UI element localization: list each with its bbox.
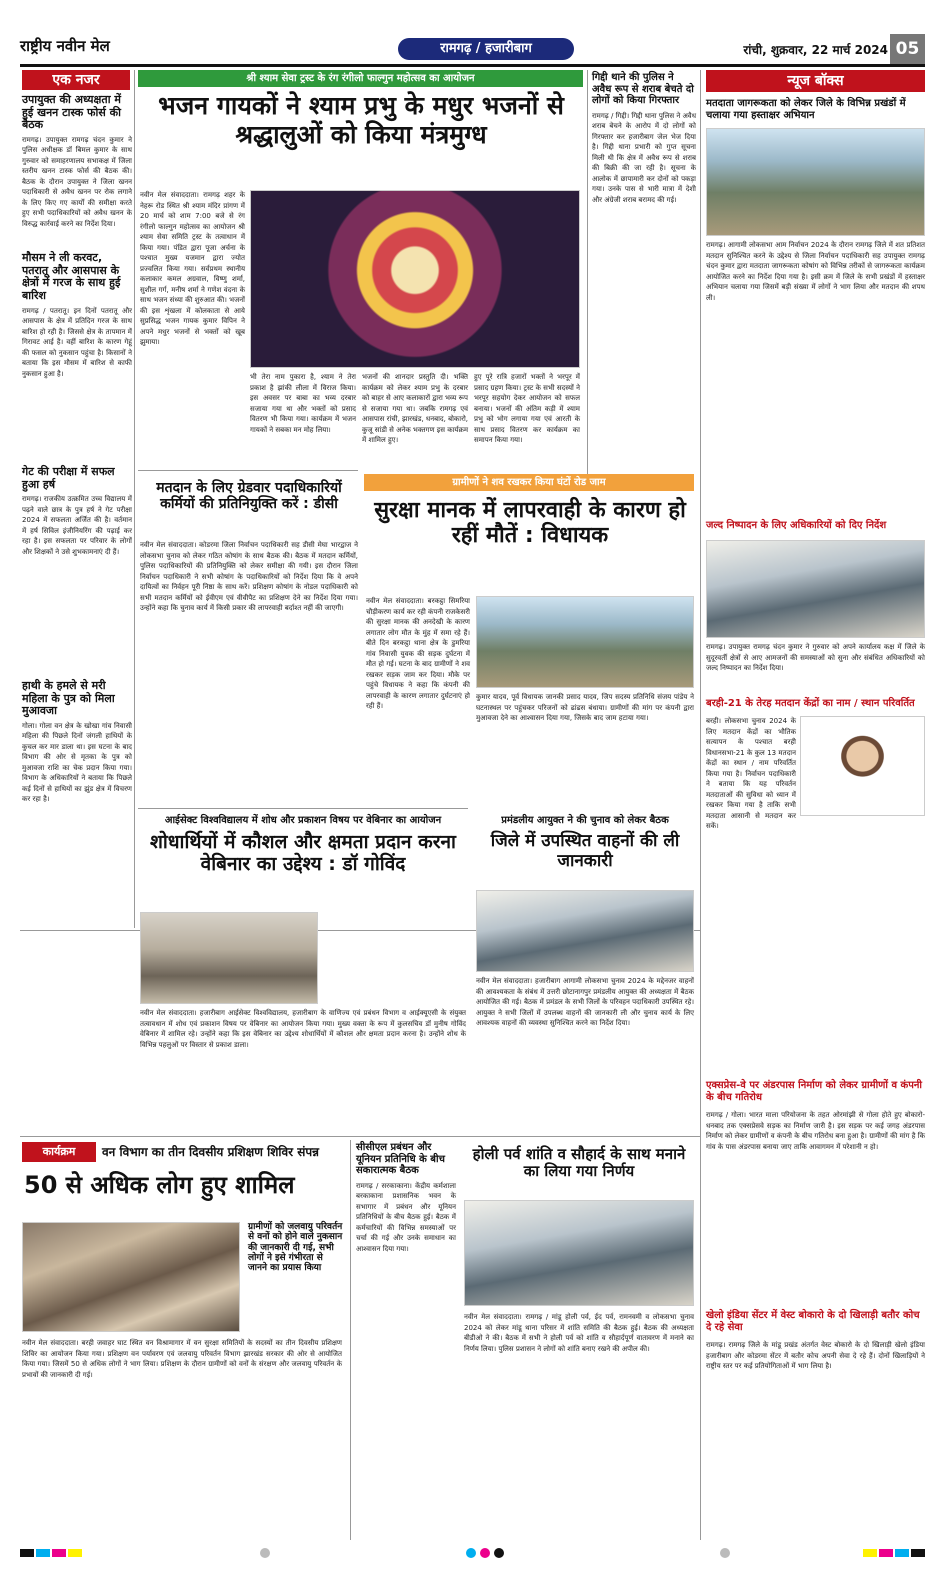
story-pullquote: ग्रामीणों को जलवायु परिवर्तन से वनों को होने वाले नुकसान की जानकारी दी गई, सभी लोगों ने इसे गंभीरता से जानने का प्रयास किया (248, 1222, 343, 1274)
story-strip: श्री श्याम सेवा ट्रस्ट के रंग रंगीलो फाल्गुन महोत्सव का आयोजन (138, 70, 583, 87)
story-body: रामगढ़। आगामी लोकसभा आम निर्वाचन 2024 के दौरान रामगढ़ जिले में शत प्रतिशत मतदान सुनिश्चित करने के उद्देश्य से जिला निर्वाचन पदाधिकारी सह उपायुक्त रामगढ़ चंदन कुमार द्वारा मतदाता जागरूकता कोषांग को विभिन्न तरीकों से जागरूकता कार्यक्रम आयोजित करने का निर्देश दिया गया है। इसी क्रम में जिले के सभी प्रखंडों में हस्ताक्षर अभियान चलाया गया जिसमें बड़ी संख्या में लोगों ने भाग लिया और मतदान की शपथ ली। (706, 241, 925, 302)
story-photo (250, 190, 580, 368)
section-news-box: न्यूज बॉक्स (706, 70, 925, 92)
story-headline: 50 से अधिक लोग हुए शामिल (24, 1171, 295, 1199)
brief-headline: गेट की परीक्षा में सफल हुआ हर्ष (22, 465, 115, 491)
divider (350, 1140, 351, 1540)
brief-body: रामगढ़। राजकीय उत्क्रमित उच्च विद्यालय में पढ़ने वाले छात्र के पुत्र हर्ष ने गेट परीक्षा 2024 में सफलता अर्जित की है। वर्तमान में हर्ष सिविल इंजीनियरिंग की पढ़ाई कर रहा है। इस सफलता पर परिवार के लोगों और शिक्षकों ने उसे शुभकामनाएं दी हैं। (22, 495, 132, 556)
story-photo (476, 890, 694, 972)
newspaper-brand: राष्ट्रीय नवीन मेल (20, 37, 110, 55)
story-body: हुए पूरे रात्रि हजारों भक्तों ने भरपूर में प्रसाद ग्रहण किया। ट्रस्ट के सभी सदस्यों ने भरपूर सहयोग देकर आयोजन को सफल बनाया। भजनों की अंतिम कड़ी में श्याम प्रभु को भोग लगाया गया एवं आरती के साथ प्रसाद वितरण कर कार्यक्रम का समापन किया गया। (474, 373, 580, 444)
registration-mark (494, 1548, 504, 1558)
registration-mark (36, 1549, 50, 1557)
edition-date: रांची, शुक्रवार, 22 मार्च 2024 (743, 43, 888, 57)
police-story (592, 72, 696, 441)
story-strip: प्रमंडलीय आयुक्त ने की चुनाव को लेकर बैठक (501, 815, 669, 826)
brief-body: रामगढ़। उपायुक्त रामगढ़ चंदन कुमार ने पुलिस अधीक्षक डॉ बिमल कुमार के साथ गुरुवार को समाहरणालय सभाकक्ष में जिला स्तरीय खनन टास्क फोर्स की बैठक की। बैठक के दौरान उपायुक्त ने जिला खनन पदाधिकारी से अवैध खनन पर रोक लगाने के लिए किए गए कार्यों की समीक्षा करते हुए सभी पदाधिकारियों को अवैध खनन के विरुद्ध कार्रवाई करने का निर्देश दिया। (22, 135, 132, 228)
story-body: रामगढ़। रामगढ़ जिले के मांडू प्रखंड अंतर्गत वेस्ट बोकारो के दो खिलाड़ी खेलो इंडिया हजारीबाग और कोडरमा सेंटर में बतौर कोच अपनी सेवा दे रहे हैं। दोनों खिलाड़ियों ने राष्ट्रीय स्तर पर कई प्रतियोगिताओं में भाग लिया है। (706, 1341, 925, 1370)
brief-mining (22, 94, 132, 241)
story-body: भी तेरा नाम पुकारा है, श्याम ने तेरा प्रकाश है झांकी लीला में विराज किया। इस अवसर पर बाबा का भव्य दरबार सजाया गया था और भक्तों को प्रसाद वितरण भी किया गया। कार्यक्रम में भजन गायकों ने सबका मन मोह लिया। (250, 373, 356, 434)
registration-mark (260, 1548, 270, 1558)
divider (587, 70, 588, 490)
registration-mark (466, 1548, 476, 1558)
story-body: नवीन मेल संवाददाता। रामगढ़ शहर के नेहरू रोड स्थित श्री श्याम मंदिर प्रांगण में 20 मार्च को शाम 7:00 बजे से रंग रंगीलो फाल्गुन महोत्सव का आयोजन श्री श्याम सेवा समिति ट्रस्ट के तत्वाधान में किया गया। पंडित द्वारा पूजा अर्चना के पश्चात मुख्य यजमान द्वारा ज्योत प्रज्वलित किया गया। सर्वप्रथम स्थानीय कलाकार कमल अग्रवाल, विष्णु शर्मा, सुशील गर्ग, मनीष शर्मा ने गणेश वंदना के साथ भजन संध्या की शुरुआत की। भजनों की इस शृंखला में कोलकाता से आये सुप्रसिद्ध भजन गायक कुमार विपिन ने अपने मधुर भजनों से भक्तों को खूब झुमाया। (140, 191, 245, 346)
story-photo (706, 128, 925, 236)
brief-elephant (22, 680, 132, 901)
registration-mark (68, 1549, 82, 1557)
story-strip: आईसेक्ट विश्वविद्यालय में शोध और प्रकाशन विषय पर वेबिनार का आयोजन (164, 815, 442, 826)
divider (134, 70, 135, 928)
story-strip: वन विभाग का तीन दिवसीय प्रशिक्षण शिविर संपन्न (102, 1145, 320, 1159)
story-headline: एक्सप्रेस-वे पर अंडरपास निर्माण को लेकर ग्रामीणों व कंपनी के बीच गतिरोध (706, 1080, 923, 1103)
edition-city: रामगढ़ / हजारीबाग (398, 38, 574, 60)
story-body: नवीन मेल संवाददाता। बरही जवाहर घाट स्थित वन विश्रामागार में वन सुरक्षा समितियों के सदस्यों का तीन दिवसीय प्रशिक्षण शिविर का आयोजन किया गया। प्रशिक्षण वन पर्यावरण एवं जलवायु परिवर्तन विभाग झारखंड सरकार की ओर से आयोजित किया गया। जिसमें 50 से अधिक लोगों ने भाग लिया। प्रशिक्षण के दौरान ग्रामीणों को वनों के संरक्षण और जलवायु परिवर्तन के प्रभावों की जानकारी दी गई। (22, 1339, 342, 1379)
brief-headline: हाथी के हमले से मरी महिला के पुत्र को मिला मुआवजा (22, 679, 115, 718)
story-photo (140, 912, 318, 1004)
story-headline: शोधार्थियों में कौशल और क्षमता प्रदान करना वेबिनार का उद्देश्य : डॉ गोविंद (150, 831, 456, 875)
brief-weather (22, 252, 132, 456)
story-headline: गिद्दी थाने की पुलिस ने अवैध रूप से शराब बेचते दो लोगों को किया गिरफ्तार (592, 72, 694, 106)
brief-headline: उपायुक्त की अध्यक्षता में हुई खनन टास्क फोर्स की बैठक (22, 93, 121, 132)
divider (700, 70, 701, 1540)
story-photo (706, 540, 925, 638)
story-body: बरही। लोकसभा चुनाव 2024 के लिए मतदान केंद्रों का भौतिक सत्यापन के पश्चात बरही विधानसभा-21 के कुल 13 मतदान केंद्रों का स्थान / नाम परिवर्तित किया गया है। निर्वाचन पदाधिकारी ने बताया कि यह परिवर्तन मतदाताओं की सुविधा को ध्यान में रखकर किया गया है ताकि सभी मतदाता आसानी से मतदान कर सकें। (706, 717, 796, 830)
registration-mark (480, 1548, 490, 1558)
story-headline: सुरक्षा मानक में लापरवाही के कारण हो रहीं मौतें : विधायक (374, 498, 686, 549)
story-body: रामगढ़ / गिद्दी। गिद्दी थाना पुलिस ने अवैध शराब बेचने के आरोप में दो लोगों को गिरफ्तार कर हजारीबाग जेल भेज दिया है। गिद्दी थाना प्रभारी को गुप्त सूचना मिली थी कि क्षेत्र में अवैध रूप से शराब की बिक्री की जा रही है। सूचना के आलोक में छापामारी कर दोनों को पकड़ा गया। उनके पास से भारी मात्रा में देशी और अंग्रेजी शराब बरामद की गई। (592, 111, 696, 204)
story-headline: होली पर्व शांति व सौहार्द के साथ मनाने का लिया गया निर्णय (472, 1145, 686, 1181)
masthead-rule (20, 64, 925, 67)
story-headline: मतदान के लिए ग्रेडवार पदाधिकारियों कर्मियों की प्रतिनियुक्ति करें : डीसी (156, 480, 342, 513)
brief-body: रामगढ़ / पतरातू। इन दिनों पतरातू और आसपास के क्षेत्र में प्रतिदिन गरज के साथ बारिश हो रही है। जिससे क्षेत्र के तापमान में गिरावट आई है। वहीं बारिश के कारण गेहूं की फसल को नुकसान पहुंचा है। किसानों ने बताया कि इस मौसम में बारिश से काफी नुकसान हुआ है। (22, 306, 132, 378)
story-headline: जिले में उपस्थित वाहनों की ली जानकारी (490, 831, 680, 871)
story-body: नवीन मेल संवाददाता। बरकट्ठा सिमरिया चौड़ीकरण कार्य कर रही कंपनी राजकेसरी की सुरक्षा मानक की अनदेखी के कारण लगातार लोग मौत के मुंह में समा रहे हैं। बीते दिन बरकट्ठा थाना क्षेत्र के डुमरिया गांव निवासी युवक की सड़क दुर्घटना में मौत हो गई। घटना के बाद ग्रामीणों ने शव रखकर सड़क जाम कर दिया। मौके पर पहुंचे विधायक ने कहा कि कंपनी की लापरवाही के कारण लगातार दुर्घटनाएं हो रही हैं। (366, 597, 470, 710)
registration-mark (720, 1548, 730, 1558)
registration-mark (52, 1549, 66, 1557)
story-headline: सीसीएल प्रबंधन और यूनियन प्रतिनिधि के बीच सकारात्मक बैठक (356, 1142, 445, 1176)
print-registration-bar (20, 1548, 925, 1558)
registration-mark (863, 1549, 877, 1557)
brief-gate (22, 466, 132, 664)
registration-mark (895, 1549, 909, 1557)
portrait-photo (800, 716, 925, 816)
story-headline: मतदाता जागरूकता को लेकर जिले के विभिन्न प्रखंडों में चलाया गया हस्ताक्षर अभियान (706, 98, 906, 121)
divider (20, 1136, 700, 1137)
registration-mark (20, 1549, 34, 1557)
section-ek-nazar: एक नजर (22, 70, 130, 90)
story-body: नवीन मेल संवाददाता। हजारीबाग आगामी लोकसभा चुनाव 2024 के मद्देनजर वाहनों की आवश्यकता के संबंध में उत्तरी छोटानागपुर प्रमंडलीय आयुक्त की अध्यक्षता में बैठक आयोजित की गई। बैठक में प्रमंडल के सभी जिलों के परिवहन पदाधिकारी उपस्थित रहे। आयुक्त ने सभी जिलों में उपलब्ध वाहनों की जानकारी ली और चुनाव कार्य के लिए आवश्यक वाहनों की व्यवस्था सुनिश्चित करने का निर्देश दिया। (476, 977, 694, 1027)
story-body: रामगढ़। उपायुक्त रामगढ़ चंदन कुमार ने गुरुवार को अपने कार्यालय कक्ष में जिले के सुदूरवर्ती क्षेत्रों से आए आमजनों की समस्याओं को सुना और संबंधित अधिकारियों को जल्द निष्पादन का निर्देश दिया। (706, 643, 925, 672)
page-number: 05 (890, 34, 925, 64)
story-photo (464, 1200, 694, 1306)
story-body: कुमार यादव, पूर्व विधायक जानकी प्रसाद यादव, जिप सदस्य प्रतिनिधि संजय पांडेय ने घटनास्थल पर पहुंचकर परिजनों को ढांढस बंधाया। ग्रामीणों की मांग पर कंपनी द्वारा मुआवजा देने का आश्वासन दिया गया, जिसके बाद जाम हटाया गया। (476, 693, 694, 722)
masthead (20, 34, 925, 64)
section-karyakram: कार्यक्रम (22, 1142, 96, 1162)
story-headline: बरही-21 के तेरह मतदान केंद्रों का नाम / स्थान परिवर्तित (706, 698, 915, 709)
story-body: नवीन मेल संवाददाता। रामगढ़ / मांडू होली पर्व, ईद पर्व, रामनवमी व लोकसभा चुनाव 2024 को लेकर मांडू थाना परिसर में शांति समिति की बैठक हुई। बैठक की अध्यक्षता बीडीओ ने की। बैठक में सभी ने होली पर्व को शांति व सौहार्दपूर्ण वातावरण में मनाने का निर्णय लिया। पुलिस प्रशासन ने लोगों को शांति बनाए रखने की अपील की। (464, 1313, 694, 1353)
story-headline: खेलो इंडिया सेंटर में वेस्ट बोकारो के दो खिलाड़ी बतौर कोच दे रहे सेवा (706, 1310, 920, 1333)
story-body: भजनों की शानदार प्रस्तुति दी। भक्ति कार्यक्रम को लेकर श्याम प्रभु के दरबार को बाहर से आए कलाकारों द्वारा भव्य रूप से सजाया गया था। जबकि रामगढ़ एवं आसपास रांची, झारखंड, धनबाद, बोकारो, कुजू सांडी से अनेक भक्तगण इस कार्यक्रम में शामिल हुए। (362, 373, 469, 444)
divider (138, 808, 468, 809)
divider (138, 470, 358, 471)
story-body: रामगढ़ / सरकाकाना। केंद्रीय कर्मशाला बरकाकाना प्रशासनिक भवन के सभागार में प्रबंधन और यूनियन प्रतिनिधियों के बीच बैठक हुई। बैठक में कर्मचारियों की विभिन्न समस्याओं पर चर्चा की गई और उनके समाधान का आश्वासन दिया गया। (356, 1181, 456, 1253)
story-photo (22, 1222, 240, 1332)
story-headline: भजन गायकों ने श्याम प्रभु के मधुर भजनों से श्रद्धालुओं को किया मंत्रमुग्ध (158, 91, 564, 149)
registration-mark (879, 1549, 893, 1557)
story-headline: जल्द निष्पादन के लिए अधिकारियों को दिए निर्देश (706, 520, 887, 531)
story-body: रामगढ़ / गोला। भारत माला परियोजना के तहत ओरमांझी से गोला होते हुए बोकारो-धनबाद तक एक्सप्रेसवे सड़क का निर्माण जारी है। इस सड़क पर कई जगह अंडरपास निर्माण को लेकर ग्रामीणों व कंपनी के बीच गतिरोध बना हुआ है। ग्रामीणों की मांग है कि गांव के पास अंडरपास बनाया जाए ताकि आवागमन में परेशानी न हो। (706, 1111, 925, 1151)
registration-mark (911, 1549, 925, 1557)
story-body: नवीन मेल संवाददाता। हजारीबाग आईसेक्ट विश्वविद्यालय, हजारीबाग के वाणिज्य एवं प्रबंधन विभाग व आईक्यूएसी के संयुक्त तत्वावधान में शोध एवं प्रकाशन विषय पर वेबिनार का आयोजन किया गया। मुख्य वक्ता के रूप में कुलसचिव डॉ मुनीष गोविंद वेबिनार में शामिल रहे। उन्होंने कहा कि इस वेबिनार का उद्देश्य शोधार्थियों में कौशल और क्षमता प्रदान करना है। उन्होंने शोध के विभिन्न पहलुओं पर विस्तार से प्रकाश डाला। (140, 1009, 466, 1049)
story-photo (476, 596, 694, 688)
brief-body: गोला। गोला वन क्षेत्र के खोखा गांव निवासी महिला की पिछले दिनों जंगली हाथियों के कुचल कर मार डाला था। इस घटना के बाद विभाग की ओर से मृतका के पुत्र को मुआवजा राशि का चेक प्रदान किया गया। विभाग के अधिकारियों ने बताया कि पिछले कई दिनों से हाथियों का झुंड क्षेत्र में विचरण कर रहा है। (22, 721, 132, 804)
brief-headline: मौसम ने ली करवट, पतरातू और आसपास के क्षेत्रों में गरज के साथ हुई बारिश (22, 251, 121, 302)
story-body: नवीन मेल संवाददाता। कोडरमा जिला निर्वाचन पदाधिकारी सह डीसी मेघा भारद्वाज ने लोकसभा चुनाव को लेकर गठित कोषांग के साथ बैठक की। बैठक में मतदान कर्मियों, पुलिस पदाधिकारियों की प्रतिनियुक्ति को लेकर समीक्षा की गयी। इस दौरान जिला निर्वाचन पदाधिकारी ने सभी कोषांग के पदाधिकारियों को निर्देश दिया कि वे अपने दायित्वों का निर्वहन पूरी निष्ठा के साथ करें। प्रशिक्षण कोषांग के नोडल पदाधिकारी को सभी मतदान कर्मियों को ईवीएम एवं वीवीपैट का प्रशिक्षण देने का निर्देश दिया गया। उन्होंने कहा कि चुनाव कार्य में किसी प्रकार की लापरवाही बर्दाश्त नहीं की जाएगी। (140, 541, 358, 612)
ccl-story (356, 1142, 456, 1491)
story-strip: ग्रामीणों ने शव रखकर किया घंटों रोड जाम (364, 474, 694, 491)
